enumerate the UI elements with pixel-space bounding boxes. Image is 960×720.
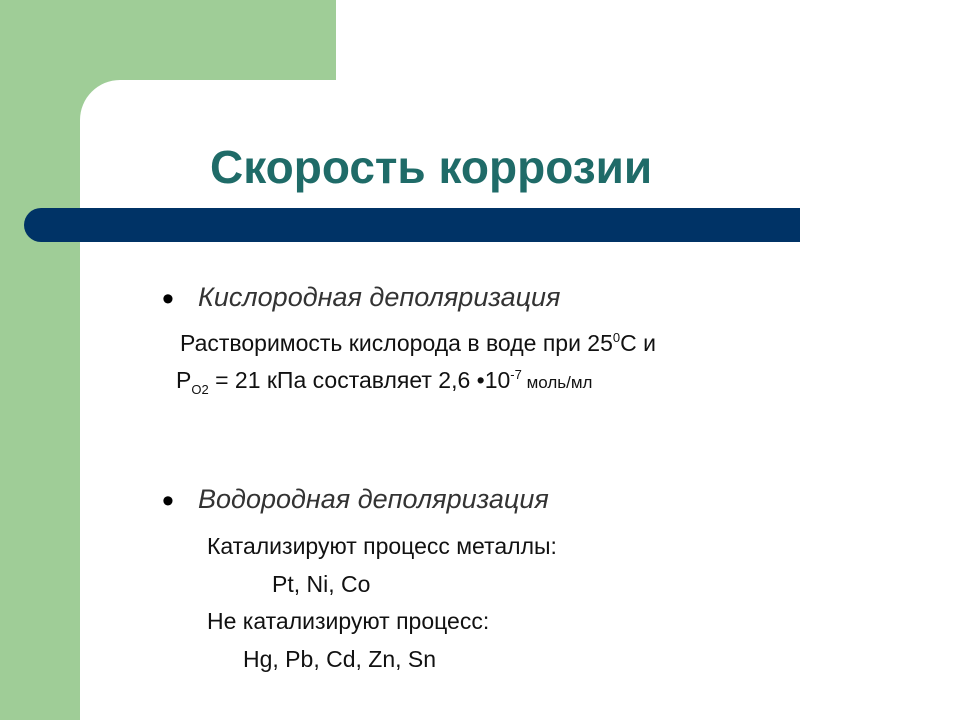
- title-underline-bar: [24, 208, 800, 242]
- bullet-icon: •: [162, 280, 174, 318]
- catalyzing-metals-label: Катализируют процесс металлы:: [207, 533, 557, 559]
- oxygen-solubility-text: Растворимость кислорода в воде при 25: [180, 330, 613, 356]
- oxygen-solubility-end: С и: [620, 330, 656, 356]
- degree-superscript: 0: [612, 330, 621, 345]
- section-heading-hydrogen: Водородная деполяризация: [198, 484, 549, 514]
- noncatalyzing-metals-label: Не катализируют процесс:: [207, 608, 490, 634]
- catalyzing-metals-list: Pt, Ni, Co: [272, 571, 371, 597]
- oxygen-solubility-line: [180, 330, 656, 357]
- slide-title: Скорость коррозии: [210, 141, 653, 193]
- bullet-icon: •: [162, 482, 174, 520]
- noncatalyzing-metals-list: Hg, Pb, Cd, Zn, Sn: [243, 646, 437, 672]
- oxygen-pressure-line: [176, 367, 593, 397]
- section-heading-oxygen: Кислородная деполяризация: [198, 282, 561, 312]
- pressure-value-text: = 21 кПа составляет 2,6 •10: [208, 367, 511, 393]
- exponent-superscript: -7: [510, 367, 522, 382]
- pressure-symbol: P: [176, 367, 192, 393]
- unit-text: моль/мл: [521, 373, 593, 392]
- pressure-subscript: O2: [191, 382, 209, 397]
